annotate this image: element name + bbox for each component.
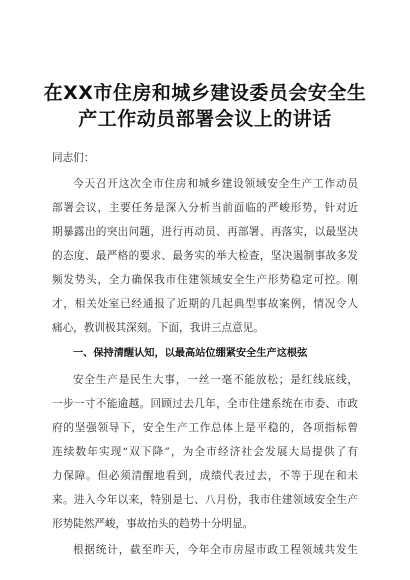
paragraph-2-line-2: 一步一寸不能逾越。回顾过去几年，全市住建系统在市委、市政 [52,398,358,410]
document-title-line-2: 产工作动员部署会议上的讲话 [78,108,332,130]
paragraph-1-line-3: 期暴露出的突出问题，进行再动员、再部署、再落实，以最坚决 [52,226,358,238]
paragraph-2-line-3: 府的坚强领导下，安全生产工作总体上是平稳的，各项指标曾 [52,422,358,434]
greeting: 同志们： [52,152,95,164]
paragraph-3-line-1: 根据统计，截至昨天，今年全市房屋市政工程领域共发生 [73,544,358,556]
paragraph-1-line-1: 今天召开这次全市住房和城乡建设领域安全生产工作动员 [73,178,358,190]
paragraph-2-line-4: 连续数年实现“双下降”，为全市经济社会发展大局提供了有 [52,446,358,458]
paragraph-2-line-1: 安全生产是民生大事，一丝一毫不能放松；是红线底线， [73,374,358,386]
paragraph-1-line-7: 痛心，教训极其深刻。下面，我讲三点意见。 [52,322,264,334]
paragraph-2-line-5: 力保障。但必须清醒地看到，成绩代表过去，不等于现在和未 [52,470,358,482]
section-heading-1: 一、保持清醒认知，以最高站位绷紧安全生产这根弦 [73,348,308,359]
paragraph-1-line-4: 的态度、最严格的要求、最务实的举大检查，坚决遏制事故多发 [52,250,358,262]
document-title-line-1: 在XX市住房和城乡建设委员会安全生 [43,82,367,104]
paragraph-1-line-5: 频发势头，全力确保我市住建领域安全生产形势稳定可控。刚 [52,274,358,286]
paragraph-2-line-6: 来。进入今年以来，特别是七、八月份，我市住建领域安全生产 [52,494,358,506]
paragraph-1-line-6: 才，相关处室已经通报了近期的几起典型事故案例，情况令人 [52,298,358,310]
paragraph-1-line-2: 部署会议，主要任务是深入分析当前面临的严峻形势，针对近 [52,202,358,214]
paragraph-2-line-7: 形势陡然严峻，事故抬头的趋势十分明显。 [52,518,254,530]
